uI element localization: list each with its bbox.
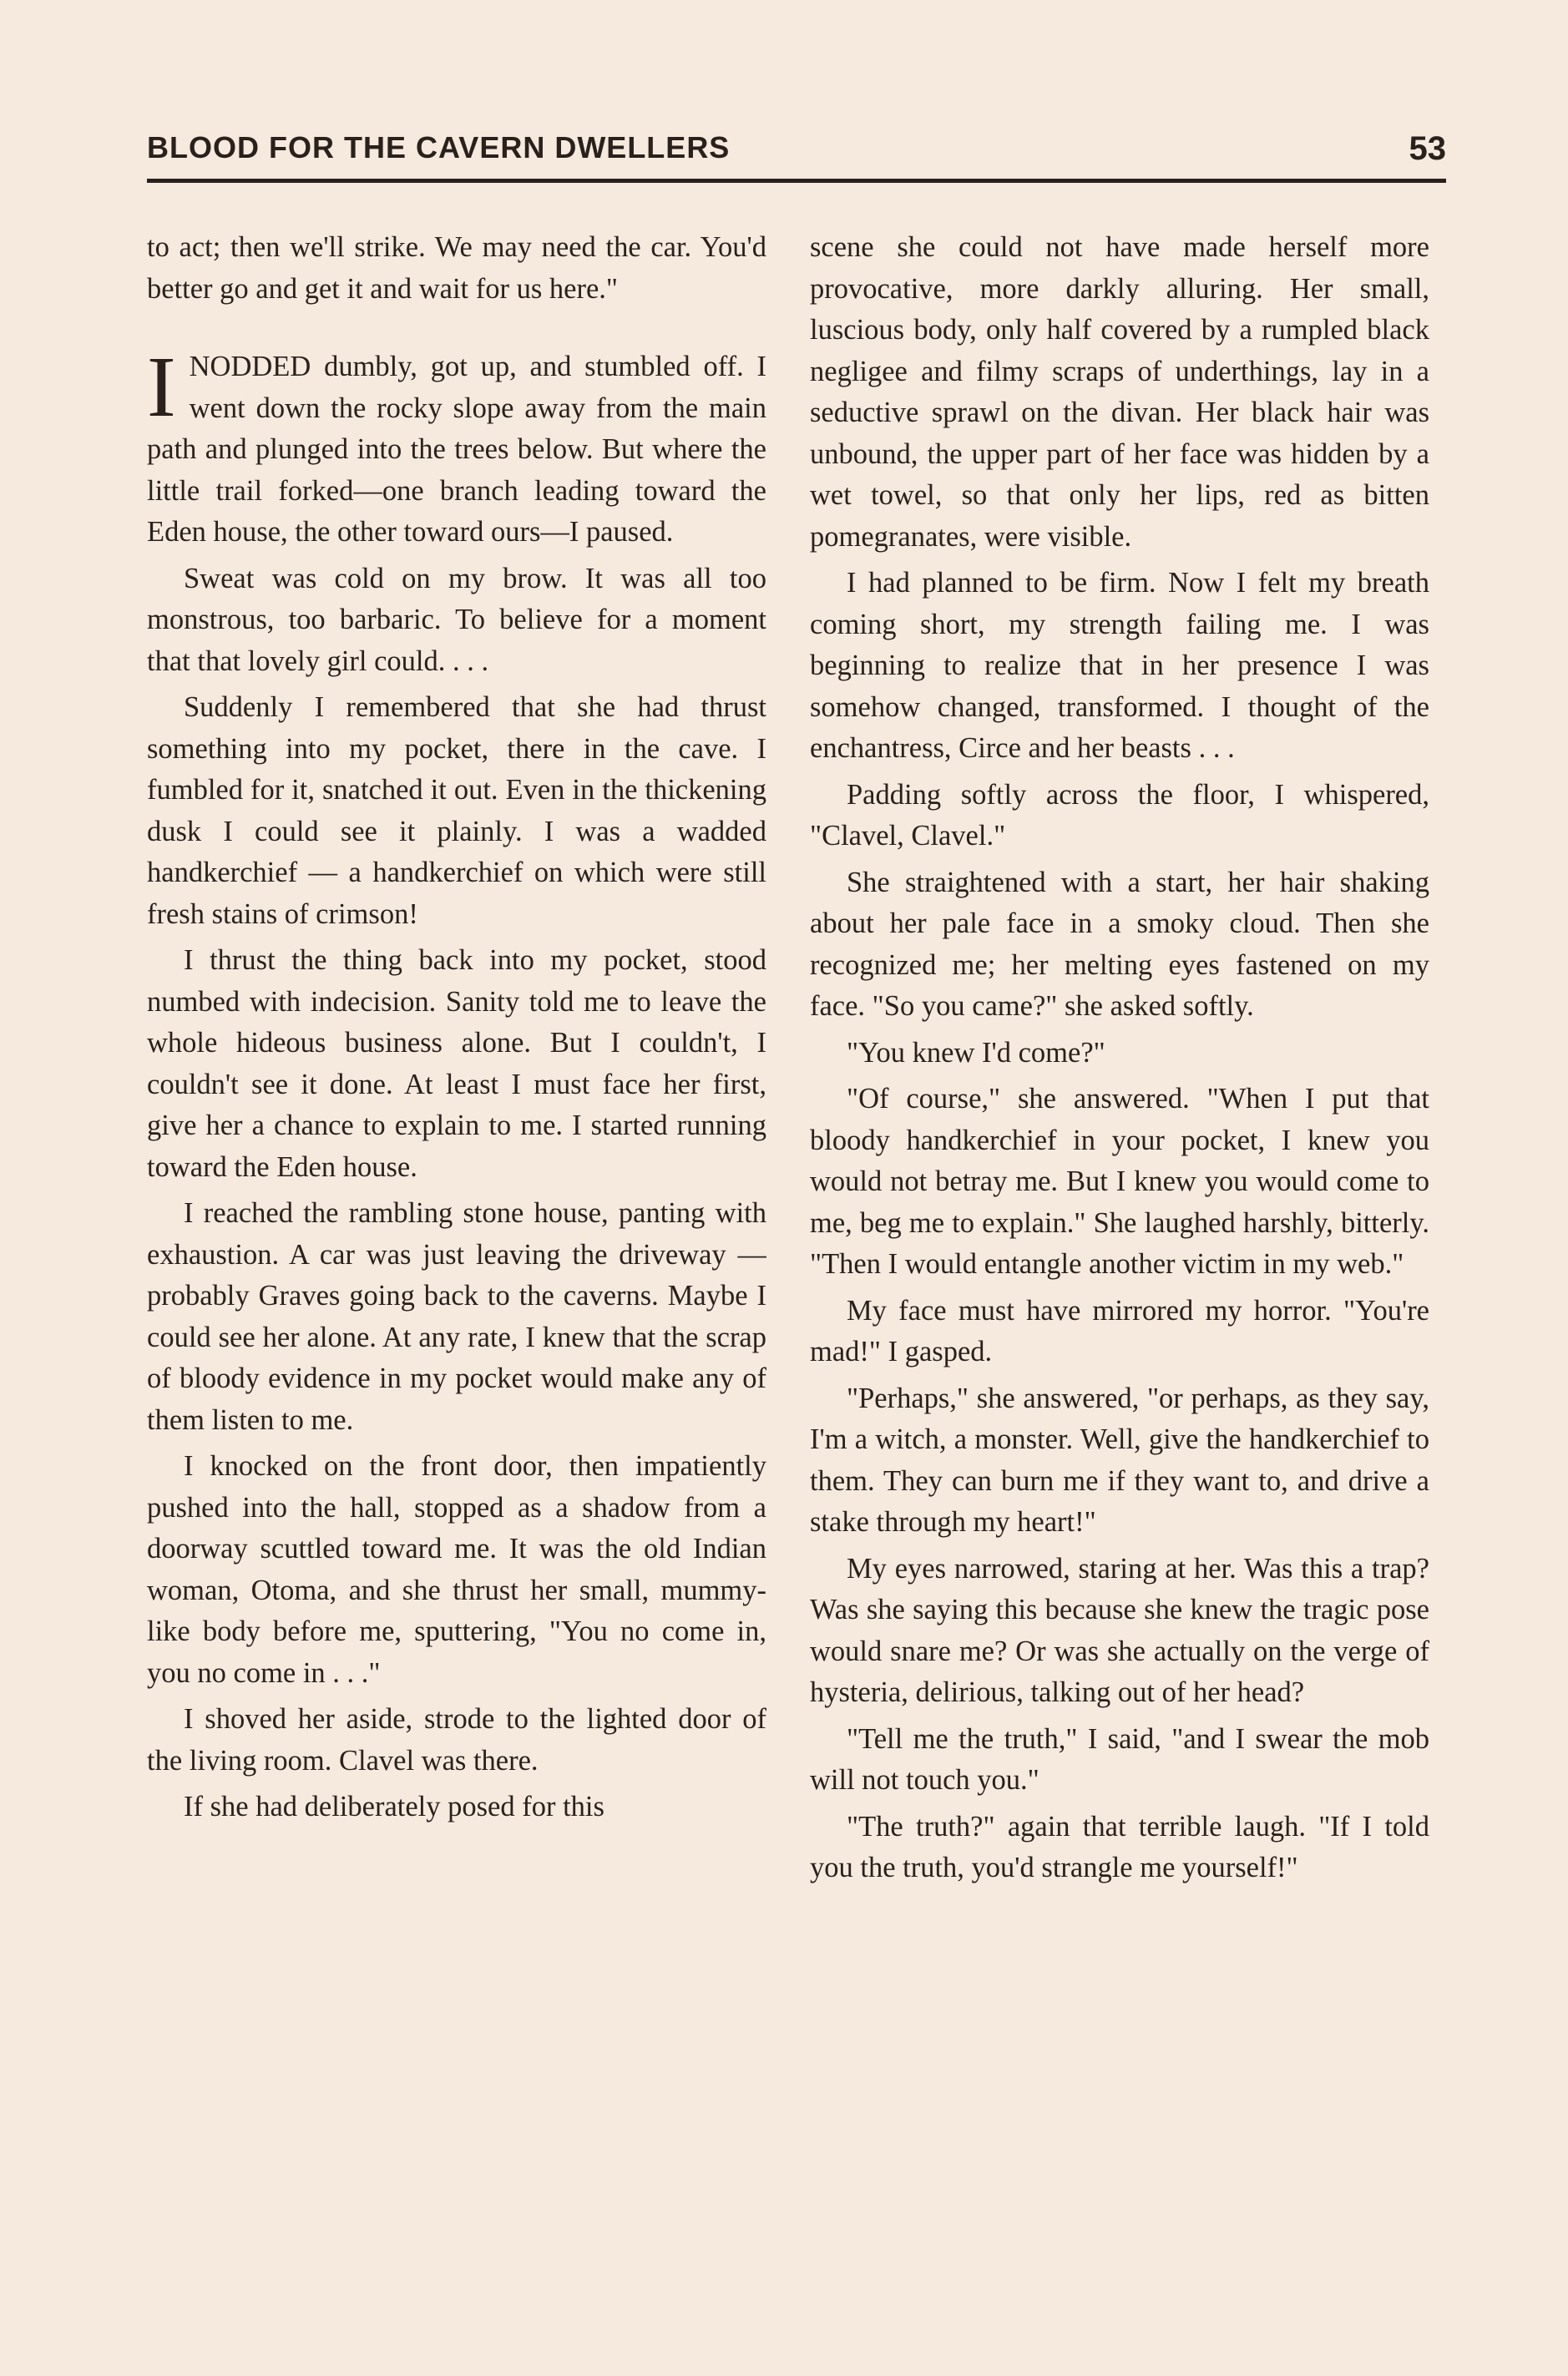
left-column xyxy=(147,227,766,2256)
paragraph-text: NODDED dumbly, got up, and stumbled off. I went down the rocky slope away from the main path and plunged into the trees below. But where the little trail forked—one branch leading toward the Eden house, the other toward ours—I paused. xyxy=(147,351,766,548)
paragraph: Padding softly across the floor, I whispered, "Clavel, Clavel." xyxy=(810,778,1429,852)
paragraph: scene she could not have made herself more provocative, more darkly alluring. Her small, luscious body, only half covered by a rumpled black negligee and filmy scraps of underthings, lay in a seductive sprawl on the divan. Her black hair was unbound, the upper part of her face was hidden by a wet towel, so that only her lips, red as bitten pomegranates, were visible. xyxy=(810,231,1429,553)
paragraph: I knocked on the front door, then impatiently pushed into the hall, stopped as a shadow from a doorway scuttled toward me. It was the old Indian woman, Otoma, and she thrust her small, mummy-like body before me, sputtering, "You no come in, you no come in . . ." xyxy=(147,1450,766,1689)
page-header xyxy=(147,125,1446,183)
running-title: BLOOD FOR THE CAVERN DWELLERS xyxy=(147,130,731,164)
paragraph: My face must have mirrored my horror. "You're mad!" I gasped. xyxy=(810,1294,1429,1367)
paragraph: If she had deliberately posed for this xyxy=(184,1791,604,1822)
paragraph: I had planned to be firm. Now I felt my breath coming short, my strength failing me. I was beginning to realize that in her presence I was somehow changed, transformed. I thought of the enchantress, Circe and her beasts . . . xyxy=(810,567,1429,764)
paragraph: I reached the rambling stone house, panting with exhaustion. A car was just leaving the driveway — probably Graves going back to the caverns. Maybe I could see her alone. At any rate, I knew that the scrap of bloody evidence in my pocket would make any of them listen to me. xyxy=(147,1197,766,1436)
paragraph: "Of course," she answered. "When I put that bloody handkerchief in your pocket, I knew you would not betray me. But I knew you would come to me, beg me to explain." She laughed harshly, bitterly. "Then I would entangle another victim in my web." xyxy=(810,1083,1429,1280)
paragraph-dropcap xyxy=(147,339,766,554)
paragraph: I thrust the thing back into my pocket, stood numbed with indecision. Sanity told me to leave the whole hideous business alone. But I couldn't, I couldn't see it done. At least I must face her first, give her a chance to explain to me. I started running toward the Eden house. xyxy=(147,944,766,1183)
paragraph: I shoved her aside, strode to the lighted door of the living room. Clavel was there. xyxy=(147,1703,766,1777)
paragraph: "You knew I'd come?" xyxy=(847,1036,1105,1069)
paragraph: My eyes narrowed, staring at her. Was this a trap? Was she saying this because she knew the tragic pose would snare me? Or was she actually on the verge of hysteria, delirious, talking out of her head? xyxy=(810,1552,1429,1708)
paragraph: Suddenly I remembered that she had thrust something into my pocket, there in the cave. I fumbled for it, snatched it out. Even in the thickening dusk I could see it plainly. I was a wadded handkerchief — a handkerchief on which were still fresh stains of crimson! xyxy=(147,691,766,930)
paragraph: to act; then we'll strike. We may need the car. You'd better go and get it and wait for us here." xyxy=(147,231,766,305)
right-column xyxy=(810,227,1429,2256)
paragraph: "The truth?" again that terrible laugh. "If I told you the truth, you'd strangle me yourself!" xyxy=(810,1810,1429,1883)
drop-cap: I xyxy=(147,339,176,435)
paragraph: Sweat was cold on my brow. It was all too monstrous, too barbaric. To believe for a moment that that lovely girl could. . . . xyxy=(147,562,766,677)
paragraph: She straightened with a start, her hair shaking about her pale face in a smoky cloud. Then she recognized me; her melting eyes fastened on my face. "So you came?" she asked softly. xyxy=(810,866,1429,1022)
paragraph: "Perhaps," she answered, "or perhaps, as they say, I'm a witch, a monster. Well, give the handkerchief to them. They can burn me if they want to, and drive a stake through my heart!" xyxy=(810,1382,1429,1538)
page-number: 53 xyxy=(1409,130,1446,167)
paragraph: "Tell me the truth," I said, "and I swear the mob will not touch you." xyxy=(810,1722,1429,1796)
